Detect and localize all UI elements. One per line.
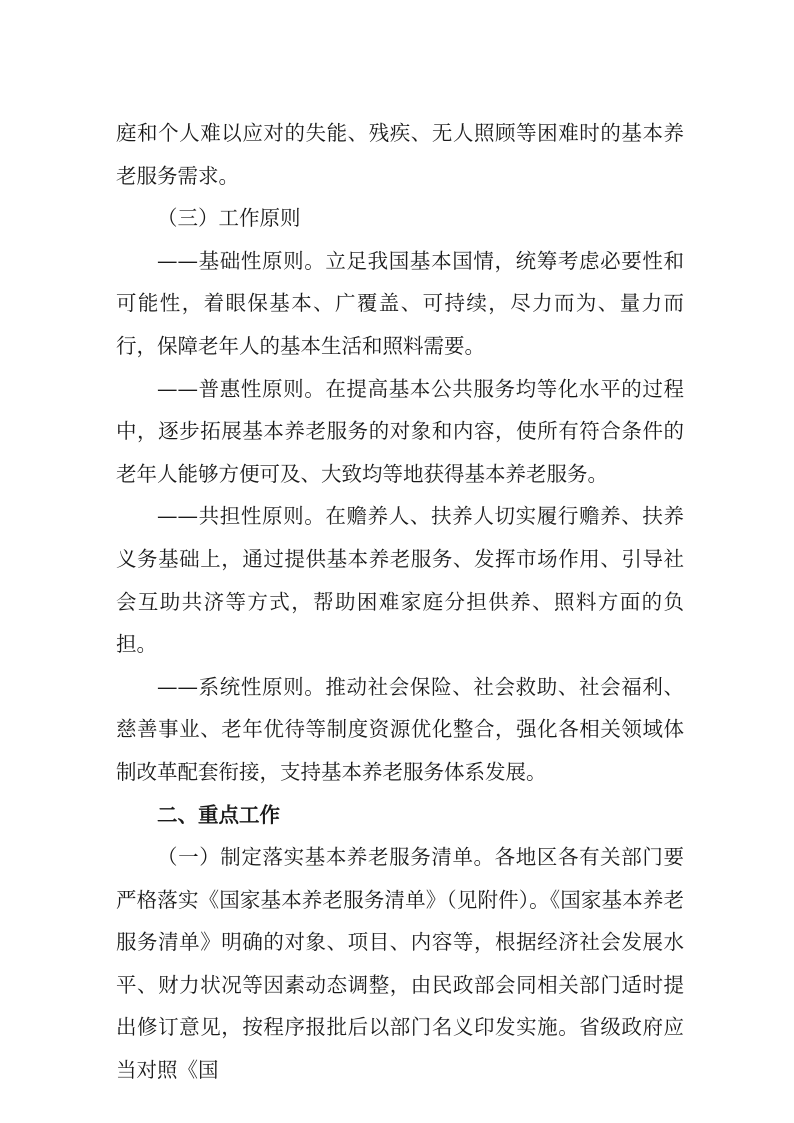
paragraph-shared-principle: ——共担性原则。在赡养人、扶养人切实履行赡养、扶养义务基础上，通过提供基本养老服务、发挥市场作用、引导社会互助共济等方式，帮助困难家庭分担供养、照料方面的负担。 [116,504,684,657]
paragraph-inclusive-principle: ——普惠性原则。在提高基本公共服务均等化水平的过程中，逐步拓展基本养老服务的对象和内容，使所有符合条件的老年人能够方便可及、大致均等地获得基本养老服务。 [116,376,684,486]
section-heading-key-work: 二、重点工作 [157,802,280,827]
paragraph-service-list: （一）制定落实基本养老服务清单。各地区各有关部门要严格落实《国家基本养老服务清单》（见附件）。《国家基本养老服务清单》明确的对象、项目、内容等，根据经济社会发展水平、财力状况等因素动态调整，由民政部会同相关部门适时提出修订意见，按程序报批后以部门名义印发实施。省级政府应当对照《国 [116,845,684,1083]
paragraph-systematic-principle: ——系统性原则。推动社会保险、社会救助、社会福利、慈善事业、老年优待等制度资源优化整合，强化各相关领域体制改革配套衔接，支持基本养老服务体系发展。 [116,674,684,784]
paragraph-continuation: 庭和个人难以应对的失能、残疾、无人照顾等困难时的基本养老服务需求。 [116,121,684,188]
document-body [116,112,684,1092]
paragraph-basic-principle: ——基础性原则。立足我国基本国情，统筹考虑必要性和可能性，着眼保基本、广覆盖、可持续，尽力而为、量力而行，保障老年人的基本生活和照料需要。 [116,248,684,358]
subheading-work-principles: （三）工作原则 [157,206,301,231]
